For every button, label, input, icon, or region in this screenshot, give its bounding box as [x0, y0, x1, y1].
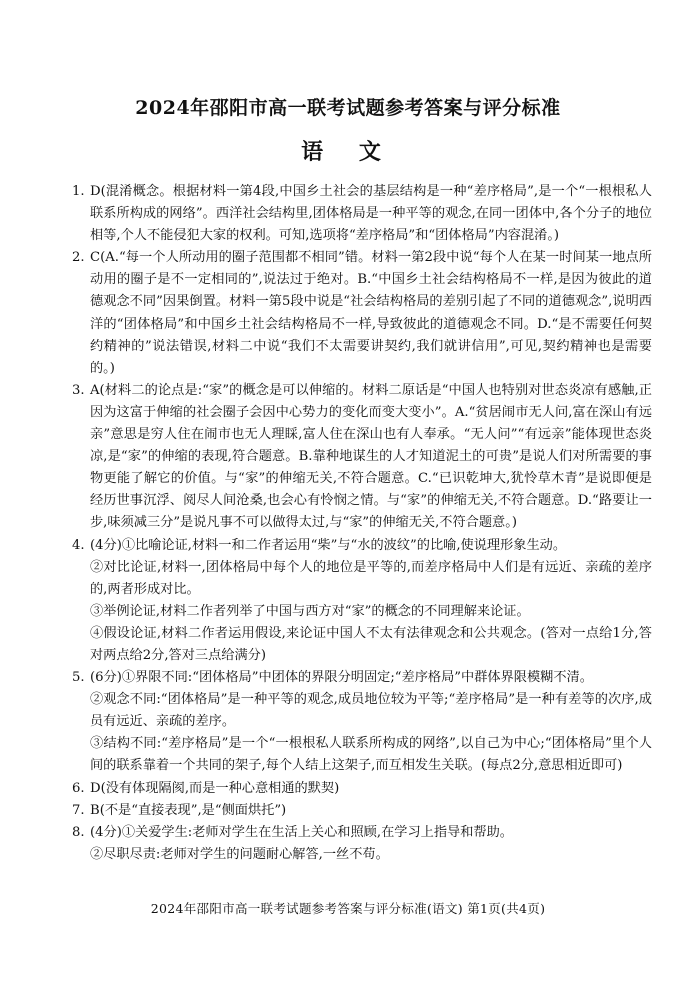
answer-paragraph: ③结构不同:“差序格局”是一个“一根根私人联系所构成的网络”,以自己为中心;“团体格局”里个人间的联系靠着一个共同的架子,每个人结上这架子,而互相发生关联。(每点2分,意思相近即可) [90, 736, 652, 774]
answer-paragraph: D(混淆概念。根据材料一第4段,中国乡土社会的基层结构是一种“差序格局”,是一个“一根根私人联系所构成的网络”。西洋社会结构里,团体格局是一种平等的观念,在同一团体中,各个分子的地位相等,个人不能侵犯大家的权利。可知,选项将“差序格局”和“团体格局”内容混淆。) [90, 184, 652, 244]
answer-body [90, 778, 652, 800]
answer-number: 1. [72, 184, 85, 199]
document-title: 2024年邵阳市高一联考试题参考答案与评分标准 [135, 97, 561, 119]
page-footer: 2024年邵阳市高一联考试题参考答案与评分标准(语文) 第1页(共4页) [150, 901, 546, 916]
answer-number: 2. [72, 250, 85, 266]
answer-paragraph: ②观念不同:“团体格局”是一种平等的观念,成员地位较为平等;“差序格局”是一种有差等的次序,成员有远近、亲疏的差序。 [90, 692, 652, 730]
answer-item-1 [72, 181, 652, 247]
answer-item-2 [72, 247, 652, 380]
answer-paragraph: ③举例论证,材料二作者列举了中国与西方对“家”的概念的不同理解来论证。 [90, 603, 530, 619]
answer-paragraph: (4分)①关爱学生:老师对学生在生活上关心和照顾,在学习上指导和帮助。 [90, 824, 513, 840]
answer-number: 7. [72, 802, 85, 818]
answer-item-6 [72, 778, 652, 800]
answer-number: 6. [72, 780, 85, 796]
answer-item-3 [72, 380, 652, 535]
answer-body [90, 667, 652, 777]
answer-paragraph: ②尽职尽责:老师对学生的问题耐心解答,一丝不苟。 [90, 846, 389, 862]
answer-body [90, 247, 652, 380]
answer-body [90, 800, 652, 822]
answer-body [90, 380, 652, 535]
answer-item-4 [72, 535, 652, 668]
answer-paragraph: ④假设论证,材料二作者运用假设,来论证中国人不太有法律观念和公共观念。(答对一点给1分,答对两点给2分,答对三点给满分) [90, 625, 652, 663]
answer-paragraph: (4分)①比喻论证,材料一和二作者运用“柴”与“水的波纹”的比喻,使说理形象生动。 [90, 537, 567, 553]
answer-body [90, 181, 652, 247]
answer-paragraph: B(不是“直接表现”,是“侧面烘托”) [90, 802, 287, 818]
answer-item-7 [72, 800, 652, 822]
answer-body [90, 822, 652, 866]
answer-paragraph: A(材料二的论点是:“家”的概念是可以伸缩的。材料二原话是“中国人也特别对世态炎凉有感触,正因为这富于伸缩的社会圈子会因中心势力的变化而变大变小”。A.“贫居闹市无人问,富在深山有远亲”意思是穷人住在闹市也无人理睬,富人住在深山也有人奉承。“无人问”“有远亲”能体现世态炎凉,是“家”的伸缩的表现,符合题意。B.靠种地谋生的人才知道泥土的可贵”是说人们对所需要的事物更能了解它的价值。与“家”的伸缩无关,不符合题意。C.“已识乾坤大,犹怜草木青”是说即便是经历世事沉浮、阅尽人间沧桑,也会心有怜悯之情。与“家”的伸缩无关,不符合题意。D.“路要让一步,味须减三分”是说凡事不可以做得太过,与“家”的伸缩无关,不符合题意。) [90, 382, 652, 531]
answer-paragraph: D(没有体现隔阂,而是一种心意相通的默契) [90, 780, 340, 796]
answer-list [72, 181, 652, 866]
answer-body [90, 535, 652, 668]
answer-number: 8. [72, 824, 85, 840]
answer-number: 4. [72, 537, 85, 553]
subject-heading: 语 文 [301, 139, 395, 165]
answer-item-8 [72, 822, 652, 866]
answer-paragraph: C(A.“每一个人所动用的圈子范围都不相同”错。材料一第2段中说“每个人在某一时间某一地点所动用的圈子是不一定相同的”,说法过于绝对。B.“中国乡土社会结构格局不一样,是因为彼此的道德观念不同”因果倒置。材料一第5段中说是“社会结构格局的差别引起了不同的道德观念”,说明西洋的“团体格局”和中国乡土社会结构格局不一样,导致彼此的道德观念不同。D.“是不需要任何契约精神的”说法错误,材料二中说“我们不太需要讲契约,我们就讲信用”,可见,契约精神也是需要的。) [90, 250, 652, 376]
answer-number: 5. [72, 670, 85, 686]
answer-item-5 [72, 667, 652, 777]
answer-paragraph: (6分)①界限不同:“团体格局”中团体的界限分明固定;“差序格局”中群体界限模糊不清。 [90, 670, 593, 686]
answer-paragraph: ②对比论证,材料一,团体格局中每个人的地位是平等的,而差序格局中人们是有远近、亲疏的差序的,两者形成对比。 [90, 559, 652, 597]
answer-number: 3. [72, 382, 85, 398]
